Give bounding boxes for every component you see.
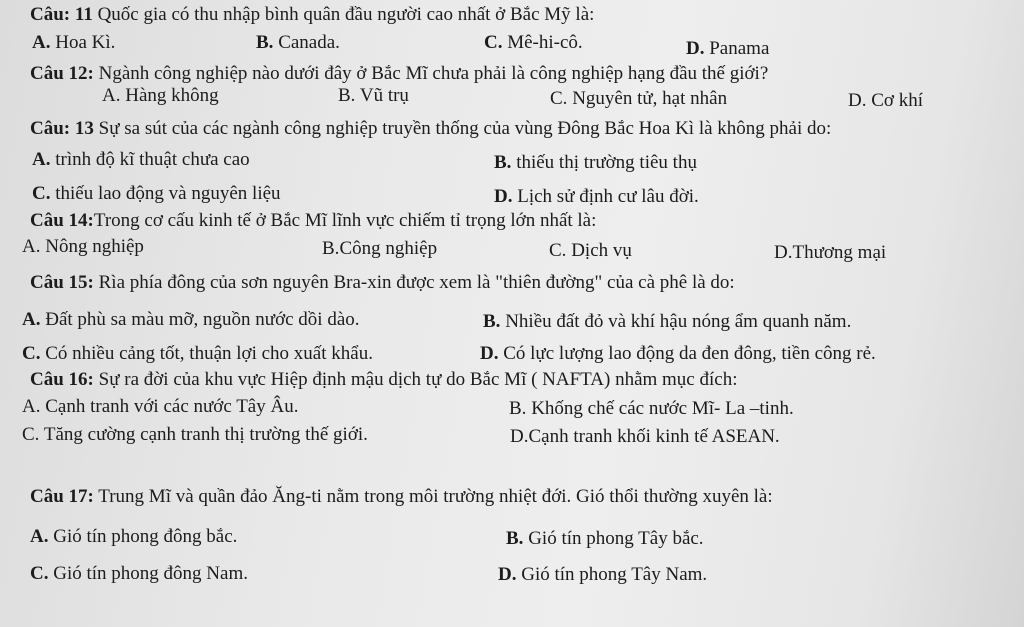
option-b: B. Canada.	[256, 32, 340, 53]
question-12	[30, 63, 768, 85]
option-c: C. Dịch vụ	[549, 240, 632, 261]
question-17	[30, 486, 773, 508]
question-label: Câu 16:	[30, 369, 94, 390]
option-d: D. Cơ khí	[848, 90, 923, 111]
option-c: C. Mê-hi-cô.	[484, 32, 583, 53]
option-c: C. Gió tín phong đông Nam.	[30, 563, 248, 584]
option-b: B. Vũ trụ	[338, 85, 409, 106]
option-a: A. Gió tín phong đông bắc.	[30, 526, 238, 547]
question-label: Câu 12:	[30, 63, 94, 84]
option-d: D. Lịch sử định cư lâu đời.	[494, 186, 699, 207]
question-text: Trong cơ cấu kinh tế ở Bắc Mĩ lĩnh vực chiếm tỉ trọng lớn nhất là:	[93, 210, 597, 231]
option-d: D. Panama	[686, 38, 770, 59]
question-label: Câu 15:	[30, 272, 94, 293]
question-text: Rìa phía đông của sơn nguyên Bra-xin được xem là "thiên đường" của cà phê là do:	[93, 272, 735, 293]
option-c: C. Có nhiều cảng tốt, thuận lợi cho xuất khẩu.	[22, 343, 373, 364]
option-b: B. Nhiều đất đỏ và khí hậu nóng ẩm quanh năm.	[483, 311, 852, 332]
option-a: A. Hoa Kì.	[32, 32, 116, 53]
option-b: B. thiếu thị trường tiêu thụ	[494, 152, 697, 173]
option-c: C. Nguyên tử, hạt nhân	[550, 88, 728, 109]
question-text: Sự ra đời của khu vực Hiệp định mậu dịch tự do Bắc Mĩ ( NAFTA) nhằm mục đích:	[93, 369, 738, 390]
question-16	[30, 369, 737, 391]
option-d: D.Cạnh tranh khối kinh tế ASEAN.	[510, 426, 780, 447]
question-11	[30, 4, 594, 26]
question-text: Ngành công nghiệp nào dưới đây ở Bắc Mĩ chưa phải là công nghiệp hạng đầu thế giới?	[93, 63, 769, 84]
option-c: C. Tăng cường cạnh tranh thị trường thế giới.	[22, 424, 368, 445]
option-b: B.Công nghiệp	[322, 238, 438, 259]
option-b: B. Gió tín phong Tây bắc.	[506, 528, 704, 549]
question-text: Sự sa sút của các ngành công nghiệp truyền thống của vùng Đông Bắc Hoa Kì là không phải do:	[93, 118, 832, 139]
question-label: Câu: 13	[30, 118, 94, 139]
question-text: Quốc gia có thu nhập bình quân đầu người cao nhất ở Bắc Mỹ là:	[92, 4, 595, 25]
option-d: D. Gió tín phong Tây Nam.	[498, 564, 708, 585]
question-label: Câu 14:	[30, 210, 94, 231]
option-a: A. trình độ kĩ thuật chưa cao	[32, 149, 250, 170]
option-b: B. Khống chế các nước Mĩ- La –tinh.	[509, 398, 794, 419]
option-c: C. thiếu lao động và nguyên liệu	[32, 183, 281, 204]
question-text: Trung Mĩ và quần đảo Ăng-ti nằm trong môi trường nhiệt đới. Gió thổi thường xuyên là:	[93, 486, 773, 507]
question-label: Câu: 11	[30, 4, 93, 25]
option-d: D.Thương mại	[774, 242, 887, 263]
question-15	[30, 272, 735, 294]
question-label: Câu 17:	[30, 486, 94, 507]
question-14	[30, 210, 596, 232]
option-a: A. Đất phù sa màu mỡ, nguồn nước dồi dào.	[22, 309, 360, 330]
option-a: A. Cạnh tranh với các nước Tây Âu.	[22, 396, 299, 417]
option-a: A. Nông nghiệp	[22, 236, 144, 257]
option-d: D. Có lực lượng lao động da đen đông, tiền công rẻ.	[480, 343, 876, 364]
question-13	[30, 118, 831, 140]
option-a: A. Hàng không	[102, 85, 219, 106]
